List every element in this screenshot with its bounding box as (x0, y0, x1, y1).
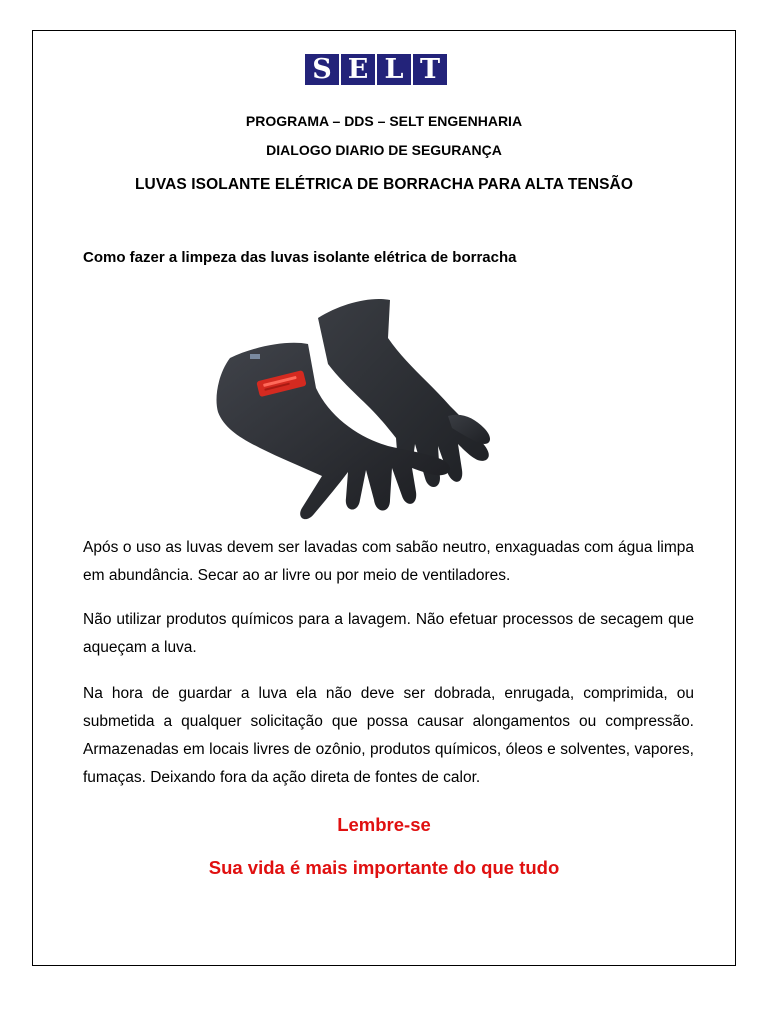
program-subheader: DIALOGO DIARIO DE SEGURANÇA (266, 142, 502, 158)
paragraph-chemicals: Não utilizar produtos químicos para a lavagem. Não efetuar processos de secagem que aqueçam a luva. (83, 611, 694, 656)
program-header: PROGRAMA – DDS – SELT ENGENHARIA (245, 113, 523, 129)
paragraph-storage: Na hora de guardar a luva ela não deve ser dobrada, enrugada, comprimida, ou submetida a qualquer solicitação que possa causar alongamentos ou compressão. Armazenadas em locais livres de ozônio, produtos químicos, óleos e solventes, vapores, fumaças. Deixando fora da ação direta de fontes de calor. (83, 685, 694, 786)
reminder-title: Lembre-se (337, 814, 431, 835)
selt-logo (305, 54, 447, 85)
glove-tag (250, 354, 260, 359)
logo-letter: E (341, 54, 375, 85)
logo-letter: L (377, 54, 411, 85)
document-title: LUVAS ISOLANTE ELÉTRICA DE BORRACHA PARA ALTA TENSÃO (134, 176, 634, 193)
reminder-message: Sua vida é mais importante do que tudo (208, 857, 560, 878)
logo-letter: S (305, 54, 339, 85)
section-heading: Como fazer a limpeza das luvas isolante elétrica de borracha (83, 249, 517, 266)
paragraph-cleaning: Após o uso as luvas devem ser lavadas com sabão neutro, enxaguadas com água limpa em abundância. Secar ao ar livre ou por meio de ventiladores. (83, 539, 694, 584)
logo-letter: T (413, 54, 447, 85)
gloves-icon (200, 288, 530, 536)
